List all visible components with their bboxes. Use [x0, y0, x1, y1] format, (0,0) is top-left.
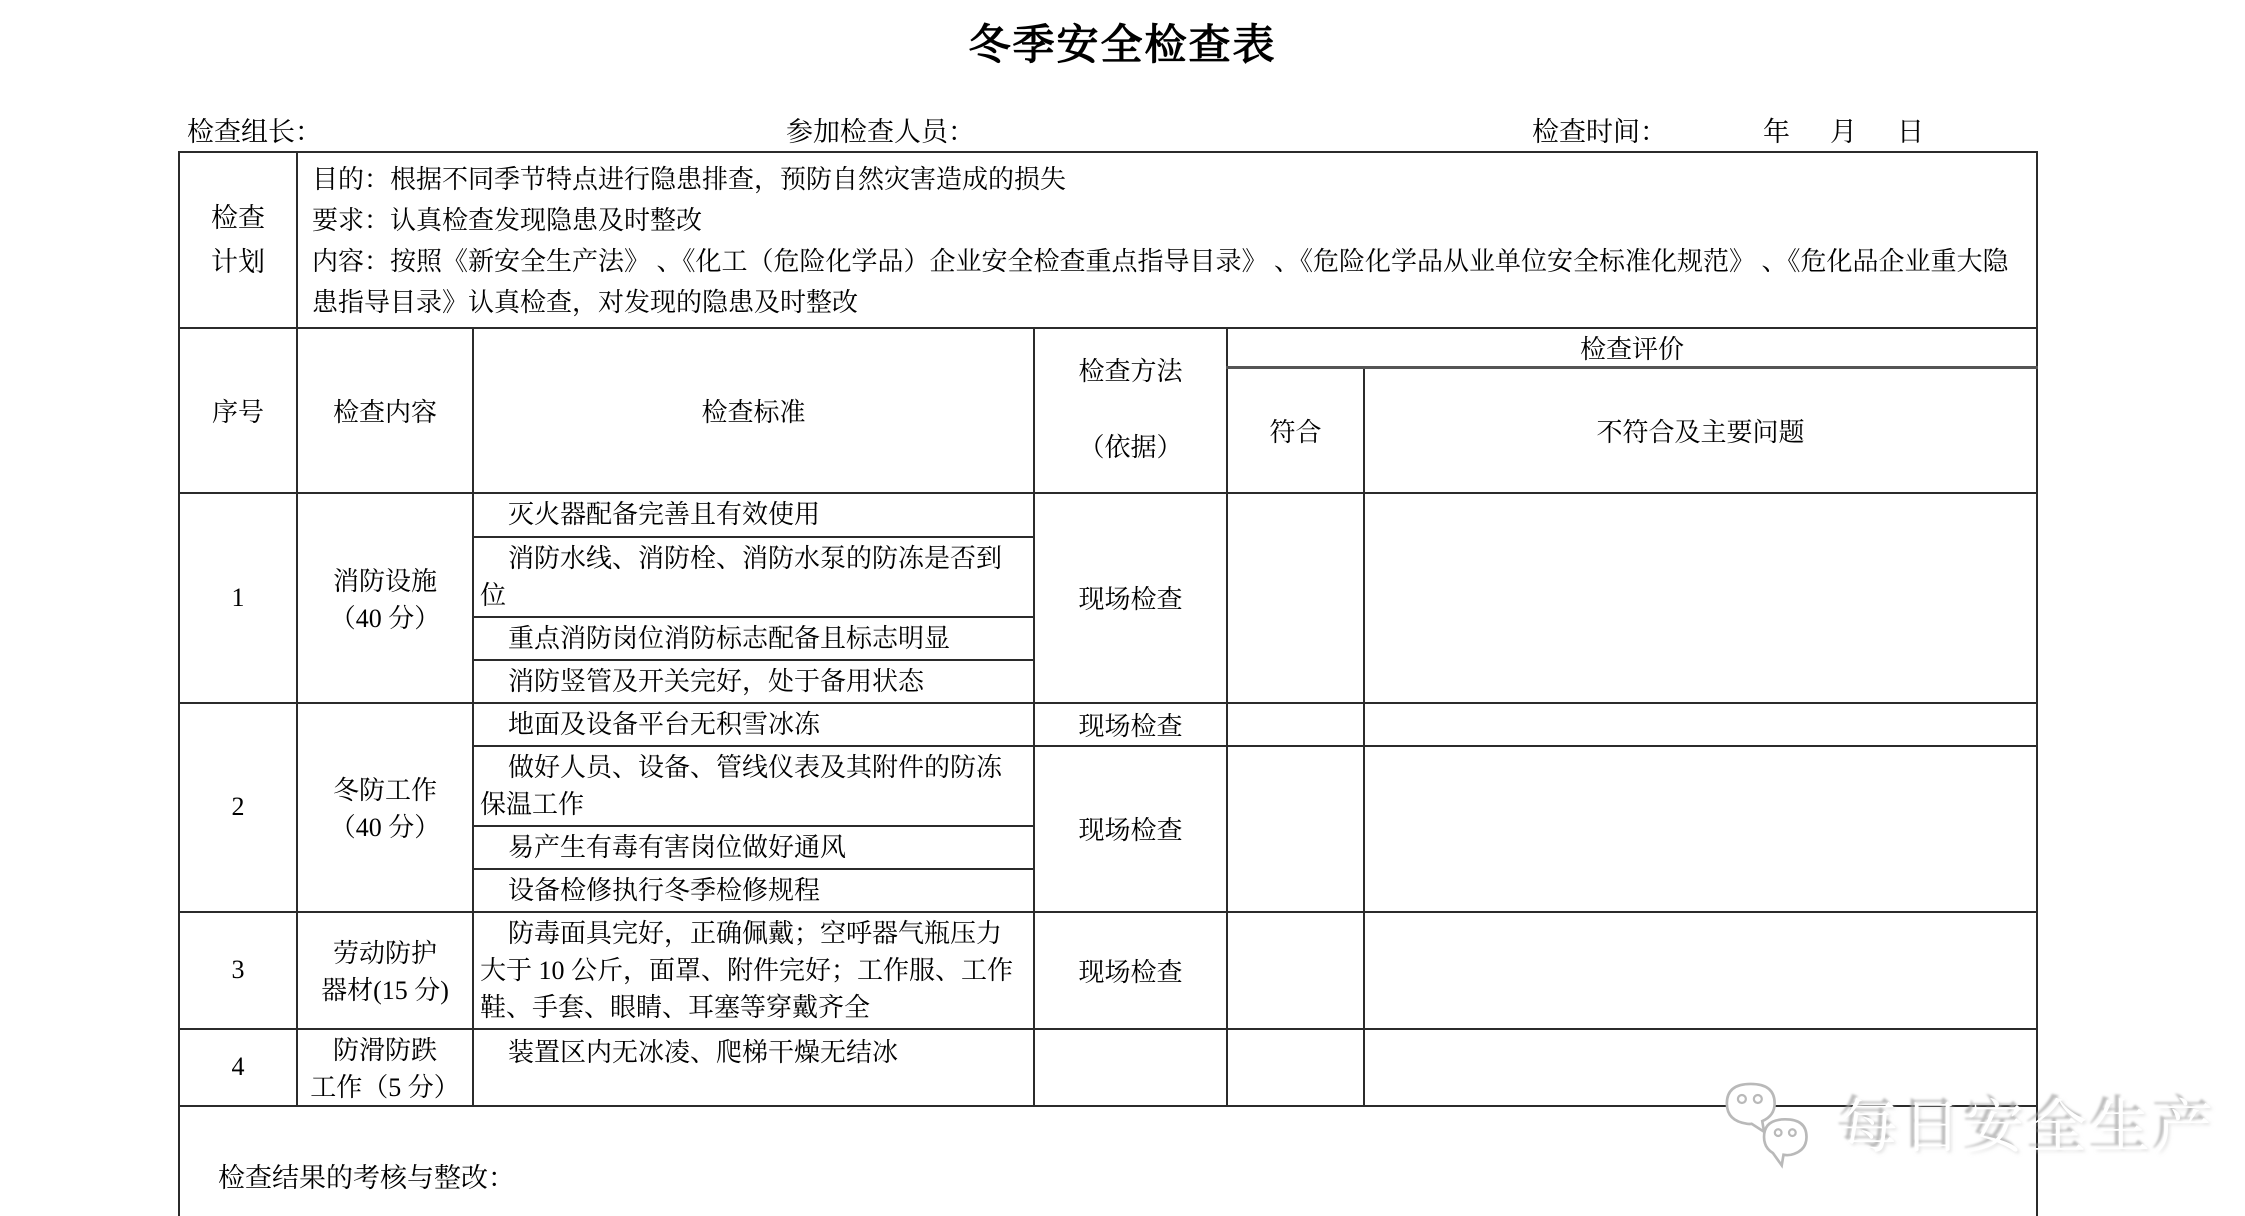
nonconform-cell	[1364, 1029, 2037, 1106]
inspection-time-label: 检查时间：	[1532, 117, 1667, 147]
participants-label: 参加检查人员：	[786, 117, 975, 147]
standard-cell: 设备检修执行冬季检修规程	[473, 869, 1034, 912]
nonconform-cell	[1364, 912, 2037, 1029]
inspection-form-table	[178, 151, 2038, 1216]
header-nonconform: 不符合及主要问题	[1364, 368, 2037, 493]
row-no: 4	[179, 1029, 297, 1106]
month-label: 月	[1830, 117, 1857, 147]
year-label: 年	[1763, 117, 1790, 147]
conform-cell	[1227, 912, 1364, 1029]
header-conform: 符合	[1227, 368, 1364, 493]
row-content-line1: 防滑防跌	[332, 1036, 437, 1065]
nonconform-cell	[1364, 493, 2037, 703]
header-method-gap	[1035, 389, 1226, 431]
method-cell: 现场检查	[1034, 493, 1227, 703]
row-content	[297, 703, 473, 912]
row-content-line1: 冬防工作	[332, 776, 437, 805]
row-content-line1: 消防设施	[332, 566, 437, 596]
plan-content: 内容：按照《新安全生产法》 、《化工（危险化学品）企业安全检查重点指导目录》 、《危险化学品从业单位安全标准化规范》 、《危化品企业重大隐患指导目录》认真检查，对发现的隐患及时整改	[312, 247, 2009, 317]
row-content-line2: （40 分）	[329, 603, 441, 633]
method-cell	[1034, 1029, 1227, 1106]
row-content	[297, 493, 473, 703]
plan-label-line2: 计划	[211, 247, 265, 277]
row-content-line2: （40 分）	[329, 813, 441, 842]
row-no: 1	[179, 493, 297, 703]
method-cell: 现场检查	[1034, 912, 1227, 1029]
plan-requirement: 要求：认真检查发现隐患及时整改	[312, 206, 703, 235]
row-content	[297, 912, 473, 1029]
page-title: 冬季安全检查表	[968, 23, 1277, 69]
nonconform-cell	[1364, 703, 2037, 746]
day-label: 日	[1897, 117, 1924, 147]
standard-cell: 做好人员、设备、管线仪表及其附件的防冻保温工作	[473, 746, 1034, 826]
conform-cell	[1227, 493, 1364, 703]
plan-purpose: 目的：根据不同季节特点进行隐患排查，预防自然灾害造成的损失	[312, 165, 1067, 194]
standard-cell: 消防竖管及开关完好，处于备用状态	[473, 660, 1034, 703]
header-standard: 检查标准	[473, 328, 1034, 493]
conform-cell	[1227, 1029, 1364, 1106]
plan-label-cell	[179, 152, 297, 328]
plan-label-line1: 检查	[211, 203, 265, 233]
standard-cell: 地面及设备平台无积雪冰冻	[473, 703, 1034, 746]
standard-cell: 重点消防岗位消防标志配备且标志明显	[473, 617, 1034, 660]
row-content-line2: 工作（5 分）	[310, 1073, 460, 1102]
standard-cell: 防毒面具完好，正确佩戴；空呼器气瓶压力大于 10 公斤，面罩、附件完好；工作服、工作鞋、手套、眼睛、耳塞等穿戴齐全	[473, 912, 1034, 1029]
standard-cell: 消防水线、消防栓、消防水泵的防冻是否到位	[473, 537, 1034, 617]
conform-cell	[1227, 746, 1364, 912]
header-method	[1034, 328, 1227, 493]
watermark-text: 每日安全生产	[1839, 1095, 2218, 1160]
footer-cell: 检查结果的考核与整改：	[179, 1106, 2037, 1216]
inspection-leader-label: 检查组长：	[187, 117, 322, 147]
header-no: 序号	[179, 328, 297, 493]
plan-body-cell	[297, 152, 2037, 328]
standard-cell: 装置区内无冰凌、爬梯干燥无结冰	[473, 1029, 1034, 1106]
row-content-line1: 劳动防护	[332, 939, 437, 968]
row-no: 3	[179, 912, 297, 1029]
method-cell: 现场检查	[1034, 746, 1227, 912]
standard-cell: 灭火器配备完善且有效使用	[473, 493, 1034, 537]
conform-cell	[1227, 703, 1364, 746]
header-method-line2: （依据）	[1078, 433, 1183, 463]
row-content-line2: 器材(15 分)	[321, 976, 449, 1005]
header-content: 检查内容	[297, 328, 473, 493]
method-cell: 现场检查	[1034, 703, 1227, 746]
header-method-line1: 检查方法	[1078, 357, 1183, 387]
nonconform-cell	[1364, 746, 2037, 912]
standard-cell: 易产生有毒有害岗位做好通风	[473, 826, 1034, 869]
header-evaluation: 检查评价	[1227, 328, 2037, 368]
row-no: 2	[179, 703, 297, 912]
row-content	[297, 1029, 473, 1106]
